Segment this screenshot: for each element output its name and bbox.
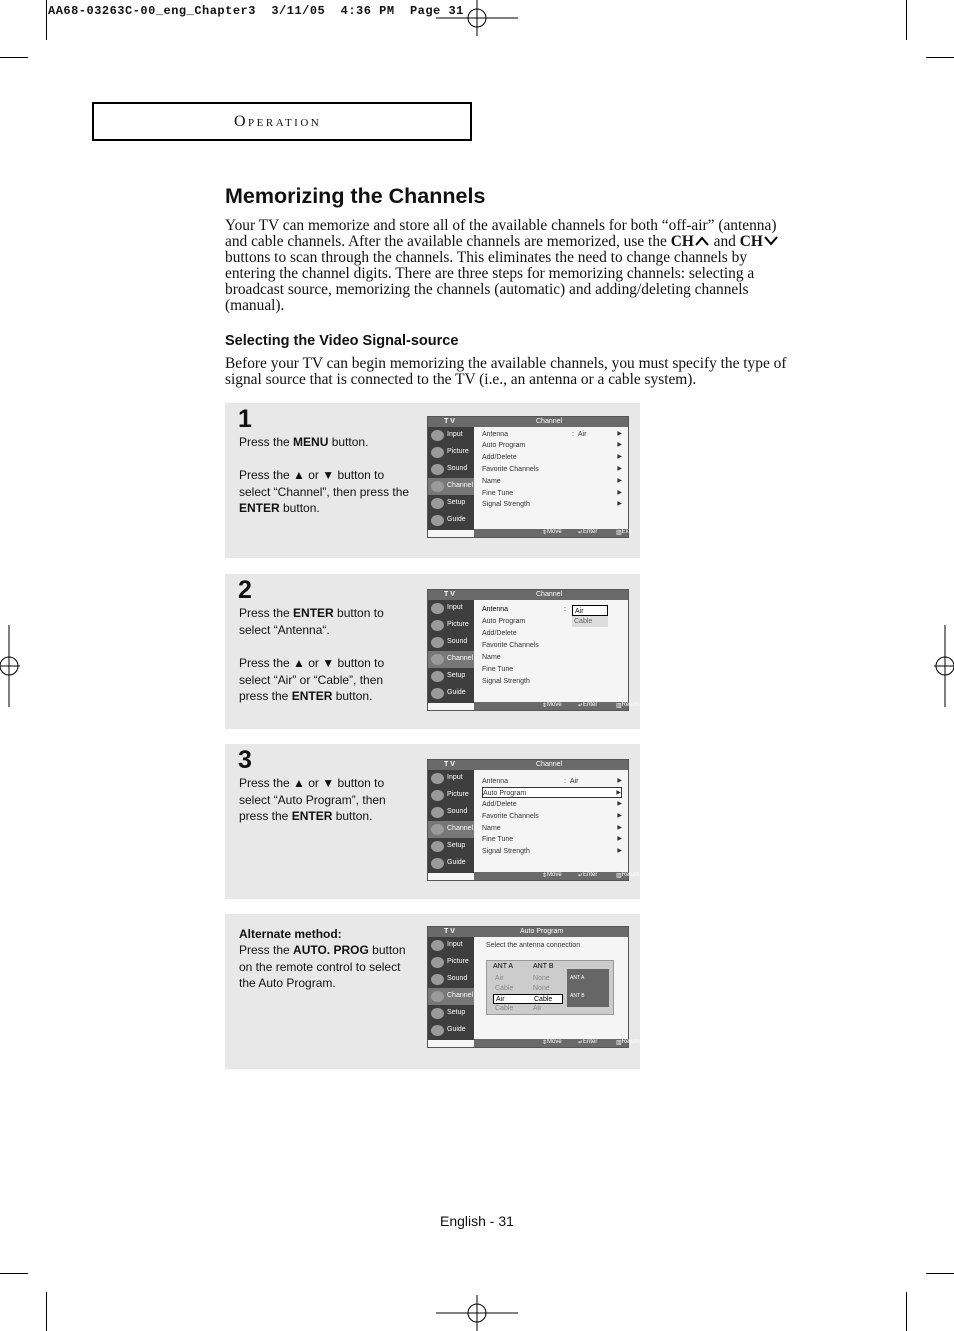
- page-title: Memorizing the Channels: [225, 184, 486, 208]
- guide-icon: [431, 515, 444, 526]
- sound-icon: [431, 807, 444, 818]
- section-box: [92, 102, 472, 141]
- channel-icon: [431, 654, 444, 665]
- guide-icon: [431, 1025, 444, 1036]
- antenna-connection-panel: ANT A ANT B Air None Cable None Air Cable Cable Air ANT A ANT B: [486, 960, 614, 1015]
- picture-icon: [431, 447, 444, 458]
- input-icon: [431, 603, 444, 614]
- guide-icon: [431, 858, 444, 869]
- tv-bottom-bar: ⇕ Move ↵ Enter ▥ Return: [474, 702, 628, 710]
- guide-icon: [431, 688, 444, 699]
- chevron-down-icon: [763, 236, 779, 246]
- crop-mark: [46, 1292, 47, 1331]
- input-icon: [431, 773, 444, 784]
- ch-down-label: CH: [739, 233, 763, 250]
- step-text: Press the ▲ or ▼ button to select “Air” or “Cable”, then press the ENTER button.: [239, 656, 385, 704]
- step-number: 2: [238, 576, 252, 604]
- alternate-method-panel: [225, 914, 640, 1069]
- setup-icon: [431, 498, 444, 509]
- tv-sidebar: Input Picture Sound Channel Setup Guide: [428, 427, 474, 530]
- picture-icon: [431, 620, 444, 631]
- picture-icon: [431, 957, 444, 968]
- crop-mark: [906, 1292, 907, 1331]
- crop-mark: [0, 57, 28, 58]
- channel-icon: [431, 824, 444, 835]
- tv-menu-screen: T V Auto Program Input Picture Sound Channel Setup Guide Select the antenna connection ANT A ANT B Air None Cable None Air Cable Cable Air ANT A ANT B ⇕ Move ↵ Enter ▥ Return: [427, 926, 629, 1048]
- step-number: 1: [238, 405, 252, 433]
- channel-icon: [431, 481, 444, 492]
- picture-icon: [431, 790, 444, 801]
- ant-option-row[interactable]: Air Cable: [493, 994, 563, 1004]
- menu-title: Channel: [536, 761, 563, 768]
- crop-mark: [926, 1273, 954, 1274]
- ch-up-label: CH: [670, 233, 694, 250]
- crop-mark: [906, 0, 907, 40]
- sound-icon: [431, 464, 444, 475]
- input-icon: [431, 940, 444, 951]
- menu-title: Auto Program: [520, 928, 564, 935]
- tv-sidebar: Input Picture Sound Channel Setup Guide: [428, 600, 474, 703]
- channel-icon: [431, 991, 444, 1002]
- step-text: Press the MENU button.: [239, 435, 369, 449]
- registration-mark: [934, 625, 954, 707]
- signal-source-paragraph: Before your TV can begin memorizing the available channels, you must specify the type of signal source that is connected to the TV (i.e., an antenna or a cable system).: [225, 355, 787, 388]
- tv-sidebar: Input Picture Sound Channel Setup Guide: [428, 770, 474, 873]
- section-label: Operation: [234, 113, 322, 130]
- setup-icon: [431, 671, 444, 682]
- input-icon: [431, 430, 444, 441]
- antenna-option-cable[interactable]: Cable: [572, 616, 608, 627]
- menu-title: Channel: [536, 591, 563, 598]
- ant-option-row[interactable]: Air None: [495, 975, 550, 982]
- alternate-text: Press the AUTO. PROG button on the remote control to select the Auto Program.: [239, 943, 406, 991]
- page-footer: English - 31: [440, 1213, 514, 1229]
- tv-bottom-bar: ⇕ Move ↵ Enter ▥ Exit: [474, 529, 628, 537]
- chevron-up-icon: [694, 236, 710, 246]
- setup-icon: [431, 1008, 444, 1019]
- registration-mark: [436, 1295, 518, 1331]
- tv-sidebar: Input Picture Sound Channel Setup Guide: [428, 937, 474, 1040]
- step-1-panel: [225, 403, 640, 558]
- crop-mark: [46, 0, 47, 40]
- tv-menu-screen: T V Channel Input Picture Sound Channel Setup Guide Antenna : Air ▶ Auto Program ▶ Add/Delete ▶ Favorite Channels ▶ Name ▶ Fine Tune ▶ Signal Strength ▶ ⇕ Move ↵ Enter ▥ Exit: [427, 416, 629, 538]
- print-header: AA68-03263C-00_eng_Chapter3 3/11/05 4:36 PM Page 31: [48, 4, 464, 18]
- menu-title: Channel: [536, 418, 563, 425]
- ant-option-row[interactable]: Cable Air: [495, 1005, 542, 1012]
- subsection-title: Selecting the Video Signal-source: [225, 333, 459, 349]
- crop-mark: [926, 57, 954, 58]
- tv-menu-screen: T V Channel Input Picture Sound Channel Setup Guide Antenna : Auto Program Add/Delete Favorite Channels Name Fine Tune Signal Strength Air Cable ⇕ Move ↵ Enter ▥ Return: [427, 589, 629, 711]
- tv-menu-screen: T V Channel Input Picture Sound Channel Setup Guide Antenna : Air ▶ Auto Program ▶ Add/Delete ▶ Favorite Channels ▶ Name ▶ Fine Tune ▶ Signal Strength ▶ ⇕ Move ↵ Enter ▥ Return: [427, 759, 629, 881]
- antenna-diagram: ANT A ANT B: [567, 969, 609, 1007]
- setup-icon: [431, 841, 444, 852]
- intro-paragraph: Your TV can memorize and store all of the available channels for both “off-air” (antenna) and cable channels. After the available channels are memorized, use the CH and CH buttons to scan through the channels. This eliminates the need to change channels by entering the channel digits. There are three steps for memorizing channels: selecting a broadcast source, memorizing the channels (automatic) and adding/deleting channels (manual).: [225, 218, 795, 314]
- step-text: Press the ▲ or ▼ button to select “Auto Program”, then press the ENTER button.: [239, 776, 386, 824]
- step-text: Press the ▲ or ▼ button to select “Channel”, then press the ENTER button.: [239, 468, 410, 516]
- step-2-panel: [225, 574, 640, 729]
- sound-icon: [431, 637, 444, 648]
- step-3-panel: [225, 744, 640, 899]
- crop-mark: [0, 1273, 28, 1274]
- ant-option-row[interactable]: Cable None: [495, 985, 550, 992]
- auto-program-prompt: Select the antenna connection: [486, 942, 581, 949]
- step-text: Press the ENTER button to select “Antenna“.: [239, 606, 384, 637]
- tv-bottom-bar: ⇕ Move ↵ Enter ▥ Return: [474, 872, 628, 880]
- step-number: 3: [238, 746, 252, 774]
- registration-mark: [0, 625, 20, 707]
- antenna-option-air[interactable]: Air: [572, 605, 608, 616]
- tv-bottom-bar: ⇕ Move ↵ Enter ▥ Return: [474, 1039, 628, 1047]
- sound-icon: [431, 974, 444, 985]
- alternate-heading: Alternate method:: [239, 927, 342, 941]
